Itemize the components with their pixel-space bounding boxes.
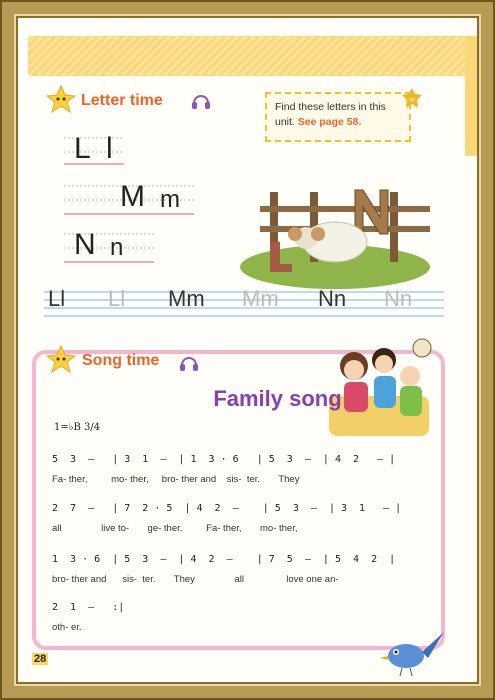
letter-row-m xyxy=(64,178,194,227)
music-row: 2 1 – :| xyxy=(52,602,125,613)
letter-row-n xyxy=(64,226,154,275)
letter-lower: n xyxy=(110,234,124,261)
writing-nn-dark: Nn xyxy=(318,286,347,311)
note-text-2: unit. xyxy=(275,116,295,128)
lyrics-row: bro- ther and sis- ter. They all love one an- xyxy=(52,574,339,585)
music-row: 5 3 – | 3 1 – | 1 3 · 6 | 5 3 – | 4 2 – | xyxy=(52,454,396,465)
music-row: 1 3 · 6 | 5 3 – | 4 2 – | 7 5 – | 5 4 2 | xyxy=(52,554,396,565)
letter-upper: N xyxy=(74,228,96,261)
find-letters-note xyxy=(265,92,411,142)
letter-lower: m xyxy=(160,186,180,213)
writing-nn-light: Nn xyxy=(384,286,413,311)
textbook-page xyxy=(18,18,477,682)
side-stripe xyxy=(465,36,477,156)
writing-ll-light: Ll xyxy=(108,286,126,311)
top-stripe xyxy=(28,36,468,76)
tip-label: tip xyxy=(409,97,415,103)
song-key: 1=♭B 3/4 xyxy=(54,422,101,433)
star-icon xyxy=(46,84,76,114)
lyrics-row: oth- er. xyxy=(52,622,82,633)
song-time-title: Song time xyxy=(82,352,160,369)
writing-mm-dark: Mm xyxy=(168,286,205,311)
headphones-icon[interactable] xyxy=(178,352,200,374)
letter-lower: l xyxy=(106,132,113,165)
lyrics-row: Fa- ther, mo- ther, bro- ther and sis- ter. They xyxy=(52,474,300,485)
see-page-link[interactable]: See page 58. xyxy=(297,116,362,128)
note-text-1: Find these letters in this xyxy=(275,101,386,113)
letter-row-l xyxy=(64,130,184,175)
music-row: 2 7 – | 7 2 · 5 | 4 2 – | 5 3 – | 3 1 – | xyxy=(52,503,402,514)
letter-upper: M xyxy=(120,180,145,213)
page-number: 28 xyxy=(34,653,47,665)
bird-illustration xyxy=(376,628,446,678)
song-title: Family song xyxy=(213,386,342,411)
writing-ll-dark: Ll xyxy=(48,286,66,311)
lyrics-row: all live to- ge- ther. Fa- ther, mo- ther, xyxy=(52,523,298,534)
writing-mm-light: Mm xyxy=(242,286,279,311)
sheep-farm-illustration xyxy=(240,182,430,292)
headphones-icon[interactable] xyxy=(190,90,212,112)
singing-star-icon xyxy=(46,344,76,374)
letter-time-title: Letter time xyxy=(81,92,163,109)
tip-badge-icon xyxy=(402,88,422,108)
letter-upper: L xyxy=(74,132,91,165)
